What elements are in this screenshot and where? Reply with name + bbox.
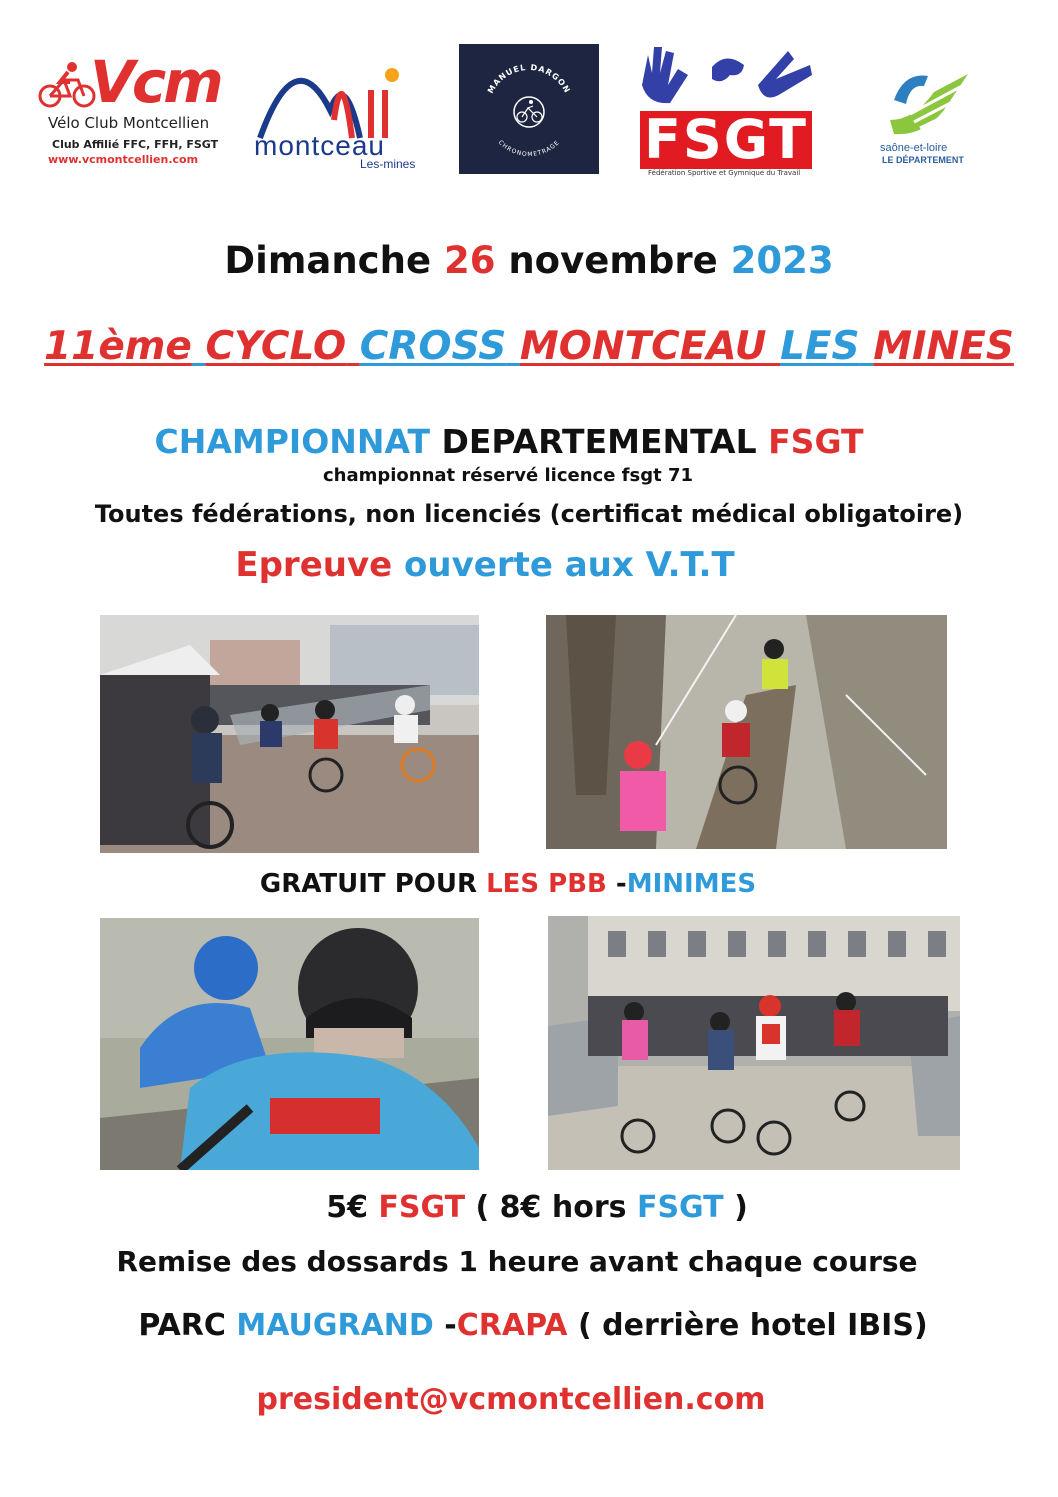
svg-text:CHRONOMETRAGE [497,139,561,158]
open-to-vtt-text: ouverte aux V.T.T [404,545,735,585]
vcm-logo-word: Vcm [90,48,221,116]
price-other-amount: ( 8€ hors [475,1190,627,1225]
svg-text:MANUEL DARGON [486,63,572,95]
montceau-logo-sub: Les-mines [360,157,416,171]
date-day: 26 [443,239,496,282]
free-prefix: GRATUIT POUR [259,869,477,899]
photo-kids-race [100,615,479,853]
price-other-fsgt: FSGT [636,1190,724,1225]
fsgt-logo [634,45,820,178]
title-montceau: MONTCEAU [519,324,767,369]
fsgt-hands-icon [634,45,820,115]
price-fsgt-label: FSGT [378,1190,466,1225]
free-entry-note [0,869,1016,899]
location-parc: PARC [138,1308,226,1343]
dargon-ring-top: MANUEL DARGON [485,62,573,96]
championship-reserved-note: championnat réservé licence fsgt 71 [322,465,694,486]
title-edition-sep [192,324,206,369]
vcm-website: www.vcmontcellien.com [48,153,199,166]
dargon-ring-bottom: CHRONOMETRAGE [496,139,562,159]
photo-start-pack [548,916,960,1170]
title-edition: 11ème [44,324,192,369]
dargon-badge-icon [459,44,599,174]
fsgt-logo-sub: Fédération Sportive et Gymnique du Travail [648,169,801,177]
saone-et-loire-name: saône-et-loire [880,142,948,154]
montceau-logo [250,50,430,175]
vcm-club-name: Vélo Club Montcellien [48,114,210,132]
championship-word: CHAMPIONNAT [154,422,430,461]
title-mines: MINES [873,324,1014,369]
location-maugrand: MAUGRAND [236,1308,434,1343]
location-crapa: CRAPA [456,1308,568,1343]
vcm-affiliation: Club Affilié FFC, FFH, FSGT [52,138,219,151]
free-pbb: LES PBB [486,869,607,899]
location-sep: - [444,1308,457,1343]
contact-email[interactable]: president@vcmontcellien.com [256,1382,766,1417]
championship-departemental: DEPARTEMENTAL [441,422,757,461]
open-to-epreuve: Epreuve [235,545,393,585]
saone-et-loire-logo [880,70,972,170]
price-line [0,1190,1058,1225]
montceau-arc-icon [250,50,430,140]
title-les: LES [780,324,860,369]
all-federations-note: Toutes fédérations, non licenciés (certificat médical obligatoire) [94,500,964,528]
date-month: novembre [508,239,718,282]
date-year: 2023 [730,239,834,282]
open-to-vtt [0,545,970,585]
bib-collection-note: Remise des dossards 1 heure avant chaque course [116,1245,918,1278]
free-sep: - [615,869,627,899]
saone-et-loire-departement: LE DÉPARTEMENT [882,155,964,165]
photo-frosty-trail [546,615,947,849]
free-minimes: MINIMES [626,869,757,899]
location-note: ( derrière hotel IBIS) [577,1308,928,1343]
date-day-name: Dimanche [224,239,432,282]
title-cross: CROSS [359,324,507,369]
championship-fsgt: FSGT [768,422,864,461]
photo-riders-closeup [100,918,479,1170]
title-cyclo: CYCLO [205,324,347,369]
vcm-logo [38,48,238,172]
price-close-paren: ) [734,1190,748,1225]
championship-heading [0,422,1018,461]
saone-et-loire-emblem-icon [884,70,970,140]
event-date [0,239,1058,282]
fsgt-logo-word: FSGT [640,111,812,169]
cyclist-icon [38,60,98,110]
event-title [0,324,1058,369]
montceau-logo-word: montceau [254,130,385,161]
dargon-logo [459,44,599,174]
price-fsgt-amount: 5€ [326,1190,368,1225]
event-location [0,1308,1058,1343]
